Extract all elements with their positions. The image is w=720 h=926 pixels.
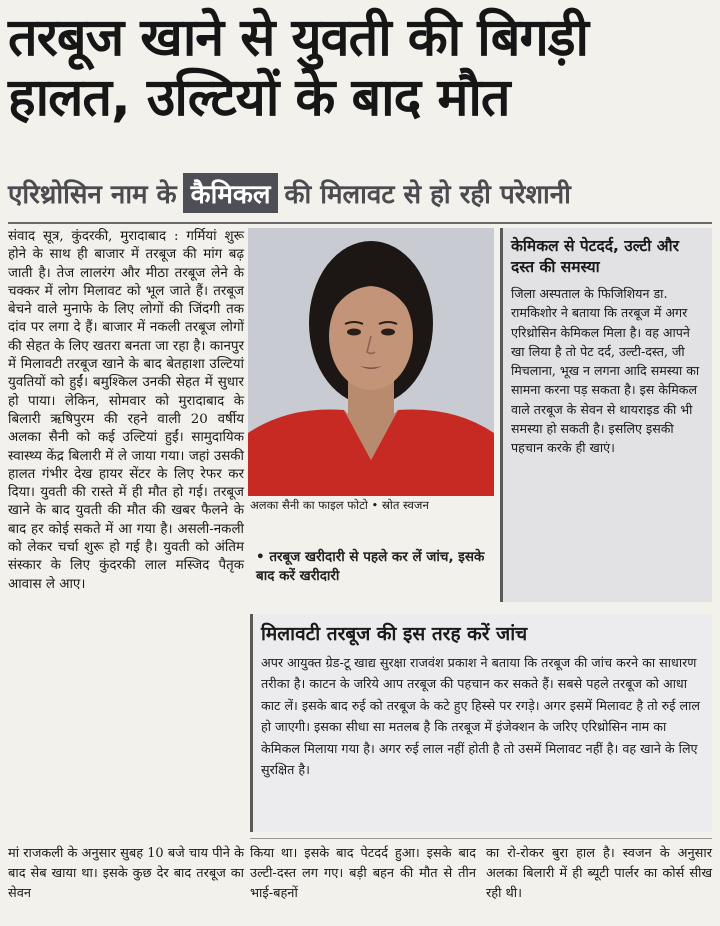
main-story-column <box>8 228 244 594</box>
portrait-photo <box>248 228 494 496</box>
portrait-illustration <box>248 228 494 496</box>
bottom-column-1: मां राजकली के अनुसार सुबह 10 बजे चाय पीने के बाद सेब खाया था। इसके कुछ देर बाद तरबूज का सेवन <box>8 846 244 901</box>
subhead-highlight: कैमिकल <box>183 173 279 213</box>
subhead-after: की मिलावट से हो रही परेशानी <box>284 180 571 210</box>
headline-line-2: हालत, उल्टियों के बाद मौत <box>8 68 510 128</box>
test-method-box <box>250 614 712 832</box>
photo-caption: अलका सैनी का फाइल फोटो • स्रोत स्वजन <box>250 498 429 512</box>
bottom-column-2: किया था। इसके बाद पेटदर्द हुआ। इसके बाद उल्टी-दस्त लग गए। बड़ी बहन की मौत से तीन भाई-बहनों <box>250 846 476 901</box>
test-method-title: मिलावटी तरबूज की इस तरह करें जांच <box>261 623 528 645</box>
sidebar-box <box>500 228 712 602</box>
sidebar-title: केमिकल से पेटदर्द, उल्टी और दस्त की समस्या <box>511 237 679 276</box>
bottom-divider <box>250 838 712 839</box>
headline <box>8 8 712 128</box>
subhead-before: एरिथ्रोसिन नाम के <box>8 180 177 210</box>
pull-quote: • तरबूज खरीदारी से पहले कर लें जांच, इसके बाद करें खरीदारी <box>256 549 485 584</box>
divider <box>8 222 712 224</box>
main-story-text: संवाद सूत्र, कुंदरकी, मुरादाबाद : गर्मियां शुरू होने के साथ ही बाजार में तरबूज की मांग बढ़ जाती है। तेज लालरंग और मीठा तरबूज लेने के चक्कर में लोग मिलावट को भूल जाते हैं। तरबूज बेचने वाले मुनाफे के लिए लोगों की जिंदगी तक दांव पर लगा दे हैं। बाजार में नकली तरबूज लोगों की सेहत के लिए खतरा बनता जा रहा है। कानपुर में मिलावटी तरबूज खाने के बाद बेतहाशा उल्टियां युवतियों को हुईं। बमुश्किल उनकी सेहत में सुधार हो पाया। लेकिन, सोमवार को मुरादाबाद के बिलारी ऋषिपुरम की रहने वाली 20 वर्षीय अलका सैनी को कई उल्टियां हुईं। सामुदायिक स्वास्थ्य केंद्र बिलारी में ले जाया गया। जहां उसकी हालत गंभीर देख हायर सेंटर के लिए रेफर कर दिया। युवती की रास्ते में ही मौत हो गई। तरबूज खाने के बाद युवती की मौत की खबर फैलने के बाद हर कोई सकते में आ गया है। असली-नकली को लेकर चर्चा शुरू हो गई है। युवती को अंतिम संस्कार के लिए कुंदरकी लाल मस्जिद पैतृक आवास ले आए। <box>8 229 244 592</box>
bottom-column-3: का रो-रोकर बुरा हाल है। स्वजन के अनुसार अलका बिलारी में ही ब्यूटी पार्लर का कोर्स सीख रही थी। <box>486 846 712 901</box>
sidebar-body: जिला अस्पताल के फिजिशियन डा. रामकिशोर ने बताया कि तरबूज में अगर एरिथ्रोसिन केमिकल मिला है। वह आपने खा लिया है तो पेट दर्द, उल्टी-दस्त, जी मिचलाना, भूख न लगना आदि समस्या का सामना करना पड़ सकता है। इस केमिकल वाले तरबूज के सेवन से थायराइड की भी समस्या हो सकती है। इसलिए इसकी पहचान करके ही खाएं। <box>511 286 700 456</box>
test-method-body: अपर आयुक्त ग्रेड-टू खाद्य सुरक्षा राजवंश प्रकाश ने बताया कि तरबूज की जांच करने का साधारण तरीका है। काटन के जरिये आप तरबूज की पहचान कर सकते हैं। सबसे पहले तरबूज को आधा काट लें। इसके बाद रुई को तरबूज के कटे हुए हिस्से पर रगड़े। अगर इसमें मिलावट है तो रुई लाल हो जाएगी। इसका सीधा सा मतलब है कि तरबूज में इंजेक्शन के जरिए एरिथ्रोसिन नाम का केमिकल मिलाया गया है। अगर रुई लाल नहीं होती है तो उसमें मिलावट नहीं है। वह खाने के लिए सुरक्षित है। <box>261 655 701 778</box>
subheadline <box>8 168 712 218</box>
headline-line-1: तरबूज खाने से युवती की बिगड़ी <box>8 8 589 68</box>
